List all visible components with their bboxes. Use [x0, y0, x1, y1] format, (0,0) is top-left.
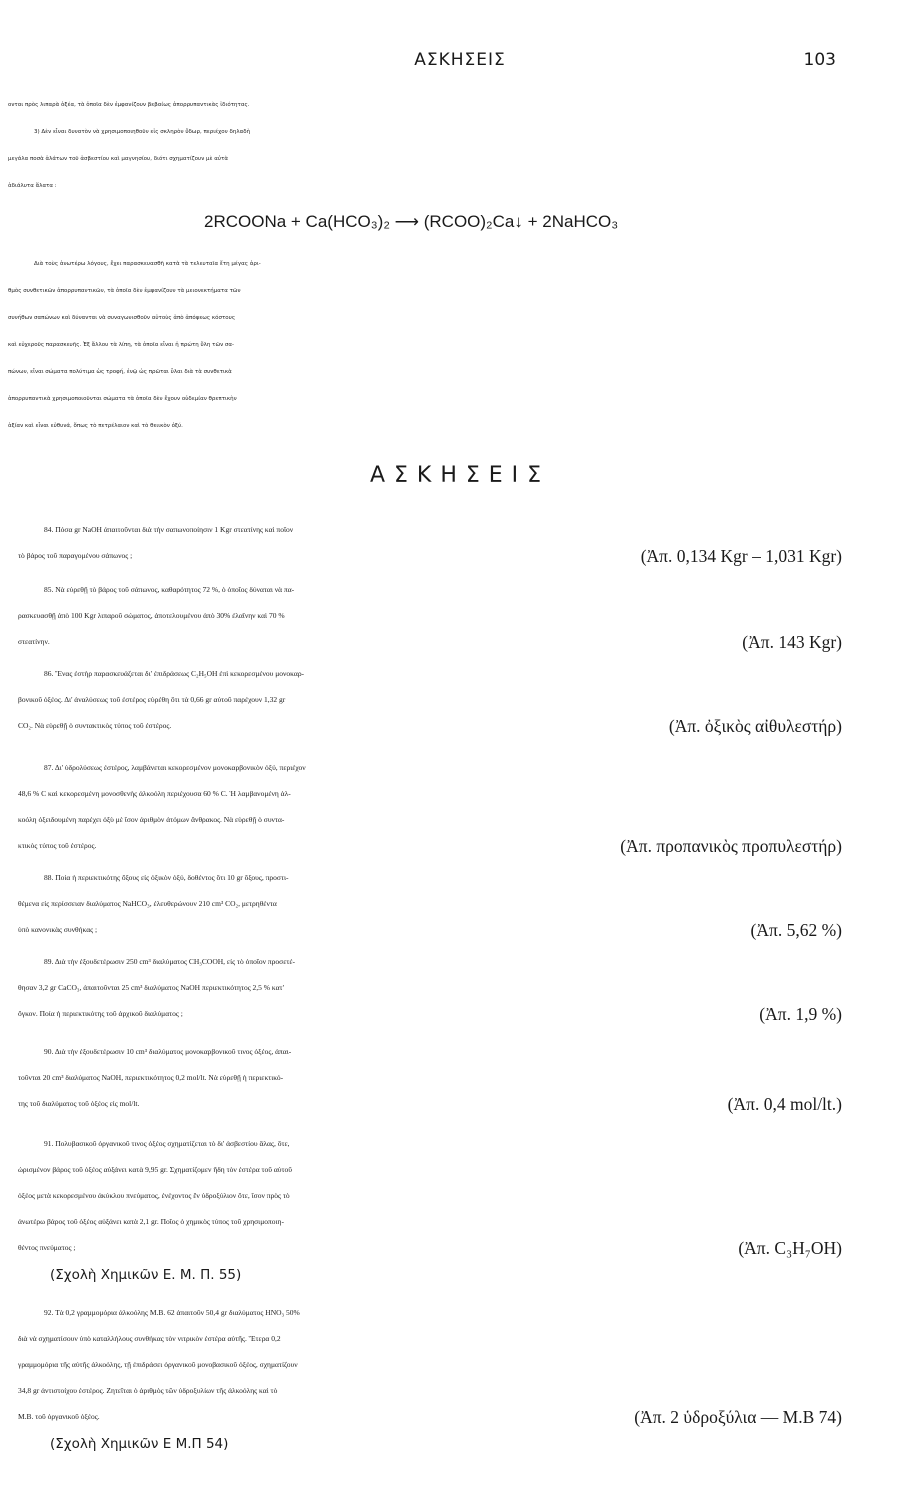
exercise-line: θέμενα εἰς περίσσειαν διαλύματος NaHCO₃, ἐλευθερώνουν 210 cm³ CO₂, μετρηθέντα [18, 899, 277, 908]
exercise-line: κοόλη ὀξειδουμένη παρέχει ὀξὺ μὲ ἴσον ἀριθμὸν ἀτόμων ἄνθρακος. Νὰ εὑρεθῇ ὁ συντα- [18, 815, 285, 824]
exercise-line: 88. Ποία ἡ περιεκτικότης ὄξους εἰς ὀξικὸν ὀξύ, δοθέντος ὅτι 10 gr ὄξους, προστι- [44, 873, 289, 882]
exercise-line: ὄγκον. Ποία ἡ περιεκτικότης τοῦ ἀρχικοῦ διαλύματος ; [18, 1009, 183, 1018]
exercise-line: 92. Τὰ 0,2 γραμμομόρια ἀλκοόλης Μ.Β. 62 ἀπαιτοῦν 50,4 gr διαλύματος HNO₃ 50% [44, 1308, 300, 1317]
exercise-line: 90. Διὰ τὴν ἐξουδετέρωσιν 10 cm³ διαλύματος μονοκαρβονικοῦ τινος ὀξέος, ἀπαι- [44, 1047, 292, 1056]
exercise-line: 89. Διὰ τὴν ἐξουδετέρωσιν 250 cm³ διαλύματος CH₃COOH, εἰς τὸ ὁποῖον προσετέ- [44, 957, 296, 966]
page-number: 103 [803, 50, 836, 70]
paragraph-line: ἀπορρυπαντικὰ χρησιμοποιοῦνται σώματα τὰ ὁποῖα δὲν ἔχουν οὐδεμίαν θρεπτικὴν [8, 396, 237, 402]
exercise-answer: (Ἀπ. 0,134 Kgr – 1,031 Kgr) [640, 546, 842, 566]
exercise-line: ἀνωτέρω βάρος τοῦ ὀξέος αὐξάνει κατὰ 2,1 gr. Ποῖος ὁ χημικὸς τύπος τοῦ χρησιμοποιη- [18, 1217, 284, 1226]
exercise-answer: (Ἀπ. 0,4 mol/lt.) [727, 1094, 842, 1114]
exercise-line: 85. Νὰ εὑρεθῇ τὸ βάρος τοῦ σάπωνος, καθαρότητος 72 %, ὁ ὁποῖος δύναται νὰ πα- [44, 585, 295, 594]
exercise-line: 48,6 % C καὶ κεκορεσμένη μονοσθενὴς ἀλκοόλη περιέχουσα 60 % C. Ἡ λαμβανομένη ἀλ- [18, 789, 291, 798]
exercise-line: γραμμομόρια τῆς αὐτῆς ἀλκοόλης, τῇ ἐπιδράσει ὀργανικοῦ μονοβασικοῦ ὀξέος, σχηματίζουν [18, 1360, 298, 1369]
exercise-line: 86. Ἕνας ἐστὴρ παρασκευάζεται δι' ἐπιδράσεως C₂H₅OH ἐπὶ κεκορεσμένου μονοκαρ- [44, 669, 305, 678]
exercise-line: 84. Πόσα gr NaOH ἀπαιτοῦνται διὰ τὴν σαπωνοποίησιν 1 Kgr στεατίνης καὶ ποῖον [44, 525, 294, 534]
exercise-line: ὡρισμένον βάρος τοῦ ὀξέος αὐξάνει κατὰ 9,95 gr. Σχηματίζομεν ἤδη τὸν ἐστέρα τοῦ αὐτοῦ [18, 1165, 292, 1174]
exercise-line: θησαν 3,2 gr CaCO₃, ἀπαιτοῦνται 25 cm³ διαλύματος NaOH περιεκτικότητος 2,5 % κατ' [18, 983, 284, 992]
exercise-line: 91. Πολυβασικοῦ ὀργανικοῦ τινος ὀξέος σχηματίζεται τὸ δι' ἀσβεστίου ἅλας, ὅτε, [44, 1139, 290, 1148]
intro-line: 3) Δὲν εἶναι δυνατὸν νὰ χρησιμοποιηθοῦν εἰς σκληρὸν ὕδωρ, περιέχον δηλαδὴ [34, 129, 251, 135]
running-header: ΑΣΚΗΣΕΙΣ [414, 50, 506, 70]
paragraph-line: θμὸς συνθετικῶν ἀπορρυπαντικῶν, τὰ ὁποῖα δὲν ἐμφανίζουν τὰ μειονεκτήματα τῶν [8, 288, 241, 294]
exercise-answer: (Ἀπ. προπανικὸς προπυλεστήρ) [620, 836, 842, 856]
exercise-line: CO₂. Νὰ εὑρεθῇ ὁ συντακτικὸς τύπος τοῦ ἐστέρος. [18, 721, 172, 730]
intro-line: ονται πρὸς λιπαρὰ ὀξέα, τὰ ὁποῖα δὲν ἐμφανίζουν βεβαίως ἀπορρυπαντικὰς ἰδιότητας. [8, 102, 250, 108]
exercise-line: κτικὸς τύπος τοῦ ἐστέρος. [18, 841, 97, 850]
exercise-answer: (Ἀπ. C₃H₇OH) [738, 1238, 842, 1258]
exercise-source: (Σχολὴ Χημικῶν Ε. Μ. Π. 55) [50, 1267, 242, 1283]
exercise-line: ὑπὸ κανονικὰς συνθήκας ; [18, 925, 98, 934]
intro-line: ἀδιάλυτα ἅλατα : [8, 183, 57, 189]
exercise-line: Μ.Β. τοῦ ὀργανικοῦ ὀξέος. [18, 1412, 100, 1421]
exercise-answer: (Ἀπ. ὀξικὸς αἰθυλεστήρ) [668, 716, 842, 736]
paragraph-line: συνήθων σαπώνων καὶ δύνανται νὰ συναγωνισθοῦν αὐτοὺς ἀπὸ ἀπόψεως κόστους [8, 315, 236, 321]
exercise-answer: (Ἀπ. 5,62 %) [750, 920, 842, 940]
exercise-line: τὸ βάρος τοῦ παραγομένου σάπωνος ; [18, 551, 133, 560]
exercise-line: θέντος πνεύματος ; [18, 1243, 76, 1252]
paragraph-line: καὶ εὐχεροῦς παρασκευῆς. Ἐξ ἄλλου τὰ λίπη, τὰ ὁποῖα εἶναι ἡ πρώτη ὕλη τῶν σα- [8, 342, 234, 348]
exercise-line: στεατίνην. [18, 637, 50, 646]
exercise-line: ρασκευασθῇ ἀπὸ 100 Kgr λιπαροῦ σώματος, ἀποτελουμένου ἀπὸ 30% ἐλαΐνην καὶ 70 % [18, 611, 285, 620]
paragraph-line: Διὰ τοὺς ἀνωτέρω λόγους, ἔχει παρασκευασθῆ κατὰ τὰ τελευταῖα ἔτη μέγας ἀρι- [34, 261, 261, 267]
exercise-answer: (Ἀπ. 143 Kgr) [742, 632, 842, 652]
section-title: ΑΣΚΗΣΕΙΣ [369, 463, 551, 488]
exercise-answer: (Ἀπ. 2 ὑδροξύλια — Μ.Β 74) [634, 1407, 842, 1427]
exercise-source: (Σχολὴ Χημικῶν Ε Μ.Π 54) [50, 1436, 229, 1452]
paragraph-line: ἀξίαν καὶ εἶναι εὐθυνά, ὅπως τὸ πετρέλαιον καὶ τὸ θειικὸν ὀξύ. [8, 423, 183, 429]
exercise-answer: (Ἀπ. 1,9 %) [759, 1004, 842, 1024]
exercise-line: 34,8 gr ἀντιστοίχου ἐστέρος. Ζητεῖται ὁ ἀριθμὸς τῶν ὑδροξυλίων τῆς ἀλκοόλης καὶ τὸ [18, 1386, 278, 1395]
paragraph-line: πώνων, εἶναι σώματα πολύτιμα ὡς τροφή, ἐνῷ ὡς πρῶται ὗλαι διὰ τὰ συνθετικὰ [8, 369, 232, 375]
exercise-line: ὀξέος μετὰ κεκορεσμένου ἀκύκλου πνεύματος, ἐνέχοντος ἓν ὑδροξύλιον ὅτε, ἴσον πρὸς τὸ [18, 1191, 290, 1200]
exercise-line: 87. Δι' ὑδρολύσεως ἐστέρος, λαμβάνεται κεκορεσμένον μονοκαρβονικὸν ὀξύ, περιέχον [44, 763, 306, 772]
intro-line: μεγάλα ποσὰ ἁλάτων τοῦ ἀσβεστίου καὶ μαγνησίου, διότι σχηματίζουν μὲ αὐτὰ [8, 156, 229, 162]
chemical-equation: 2RCOONa + Ca(HCO₃)₂ ⟶ (RCOO)₂Ca↓ + 2NaHCO₃ [204, 212, 619, 231]
exercise-line: της τοῦ διαλύματος τοῦ ὀξέος εἰς mol/lt. [18, 1099, 140, 1108]
exercise-line: τοῦνται 20 cm³ διαλύματος NaOH, περιεκτικότητος 0,2 mol/lt. Νὰ εὑρεθῇ ἡ περιεκτικό- [18, 1073, 284, 1082]
exercise-line: διὰ νὰ σχηματίσουν ὑπὸ καταλλήλους συνθήκας τὸν νιτρικὸν ἐστέρα αὐτῆς. Ἕτερα 0,2 [18, 1334, 281, 1343]
exercise-line: βονικοῦ ὀξέος. Δι' ἀναλύσεως τοῦ ἐστέρος εὑρέθη ὅτι τὰ 0,66 gr αὐτοῦ παρέχουν 1,32 gr [18, 695, 286, 704]
